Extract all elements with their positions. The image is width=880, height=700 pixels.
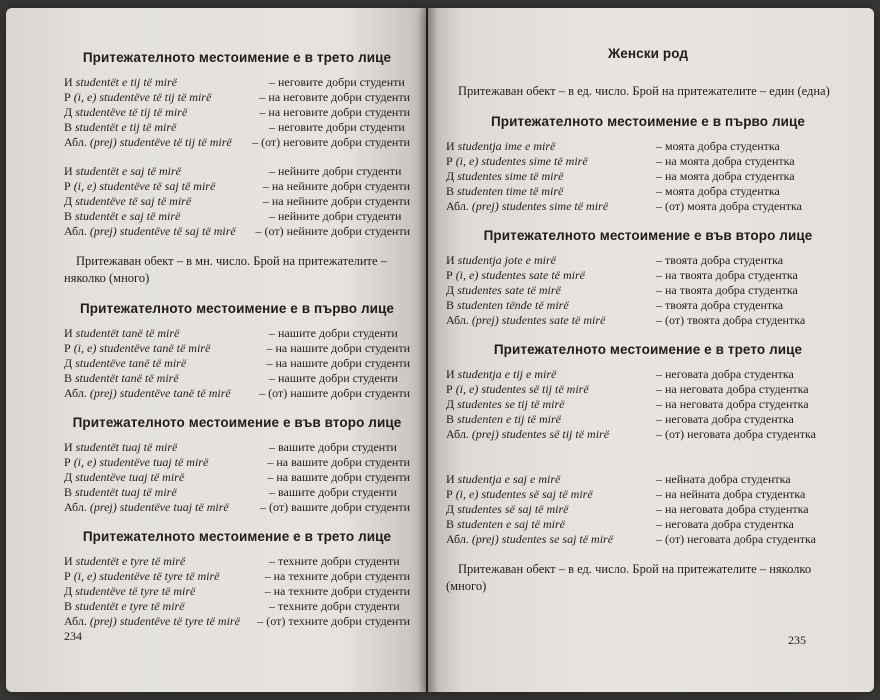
table-row xyxy=(64,485,410,500)
phrase: (prej) studentes së tij të mirë xyxy=(471,427,610,441)
table-row xyxy=(64,356,410,371)
table-row xyxy=(446,169,850,184)
table-row xyxy=(64,440,410,455)
section-heading-2nd-person: Притежателното местоимение е във второ лице xyxy=(483,228,813,243)
section-heading-2nd-person: Притежателното местоимение е във второ лице xyxy=(72,415,402,430)
declension-table xyxy=(64,164,410,239)
case-label: Р xyxy=(64,455,71,469)
section-heading-3rd-person: Притежателното местоимение е в трето лице xyxy=(82,50,392,65)
phrase: (i, e) studentes së saj të mirë xyxy=(455,487,593,501)
translation: – на неговите добри студенти xyxy=(259,105,410,119)
albanian-form xyxy=(446,253,656,268)
table-row xyxy=(446,517,850,532)
phrase: (prej) studentes sime të mirë xyxy=(471,199,609,213)
declension-table xyxy=(64,326,410,401)
table-row xyxy=(64,135,410,150)
case-label: Абл. xyxy=(64,386,87,400)
declension-table xyxy=(446,472,850,547)
albanian-form xyxy=(446,487,656,502)
albanian-form xyxy=(64,135,252,150)
case-label: Р xyxy=(446,382,453,396)
albanian-form xyxy=(64,455,267,470)
translation: – (от) вашите добри студенти xyxy=(260,500,410,514)
table-row xyxy=(64,120,410,135)
translation: – моята добра студентка xyxy=(656,139,780,153)
albanian-form xyxy=(64,599,269,614)
table-row xyxy=(446,154,850,169)
case-label: Абл. xyxy=(446,313,469,327)
table-row xyxy=(64,164,410,179)
paragraph: Притежаван обект – в ед. число. Брой на притежателите – няколко (много) xyxy=(446,562,812,593)
translation: – на нейните добри студенти xyxy=(262,179,410,193)
phrase: studentes së saj të mirë xyxy=(457,502,569,516)
table-row xyxy=(64,194,410,209)
phrase: studentët e tyre të mirë xyxy=(75,599,185,613)
section-heading-1st-person: Притежателното местоимение е в първо лице xyxy=(490,114,806,129)
table-row xyxy=(64,326,410,341)
phrase: studentes se tij të mirë xyxy=(457,397,565,411)
albanian-form xyxy=(64,224,256,239)
case-label: Абл. xyxy=(446,199,469,213)
table-row xyxy=(446,367,850,382)
translation: – твоята добра студентка xyxy=(656,253,784,267)
case-label: Д xyxy=(64,356,73,370)
translation: – нейната добра студентка xyxy=(656,472,791,486)
phrase: (i, e) studentëve të tij të mirë xyxy=(73,90,212,104)
translation: – (от) неговата добра студентка xyxy=(656,532,816,546)
case-label: И xyxy=(64,164,73,178)
table-row xyxy=(64,386,410,401)
table-row xyxy=(64,455,410,470)
phrase: (i, e) studentëve të tyre të mirë xyxy=(73,569,220,583)
albanian-form xyxy=(446,139,656,154)
albanian-form xyxy=(446,517,656,532)
case-label: Р xyxy=(64,341,71,355)
phrase: studentët e tyre të mirë xyxy=(75,554,186,568)
case-label: Абл. xyxy=(446,532,469,546)
table-row xyxy=(64,90,410,105)
phrase: studentes sime të mirë xyxy=(457,169,564,183)
section-heading-3rd-person-plural: Притежателното местоимение е в трето лице xyxy=(82,529,392,544)
translation: – (от) моята добра студентка xyxy=(656,199,802,213)
albanian-form xyxy=(64,500,260,515)
phrase: studentja ime e mirë xyxy=(457,139,556,153)
albanian-form xyxy=(446,184,656,199)
phrase: studentëve të tyre të mirë xyxy=(75,584,196,598)
albanian-form xyxy=(64,386,259,401)
translation: – моята добра студентка xyxy=(656,184,780,198)
table-row xyxy=(446,427,850,442)
table-row xyxy=(64,179,410,194)
table-row xyxy=(64,75,410,90)
phrase: studentja e tij e mirë xyxy=(457,367,557,381)
case-label: Д xyxy=(446,397,455,411)
case-label: Д xyxy=(64,194,73,208)
case-label: Д xyxy=(446,502,455,516)
translation: – на техните добри студенти xyxy=(264,569,410,583)
albanian-form xyxy=(64,164,269,179)
albanian-form xyxy=(64,326,269,341)
declension-table xyxy=(446,253,850,328)
phrase: studentët e saj të mirë xyxy=(75,209,181,223)
phrase: studentja jote e mirë xyxy=(457,253,556,267)
albanian-form xyxy=(446,472,656,487)
translation: – неговата добра студентка xyxy=(656,412,794,426)
translation: – неговите добри студенти xyxy=(269,75,405,89)
table-row xyxy=(446,313,850,328)
albanian-form xyxy=(64,356,266,371)
albanian-form xyxy=(446,367,656,382)
table-row xyxy=(446,532,850,547)
table-row xyxy=(64,224,410,239)
phrase: studentët tuaj të mirë xyxy=(75,440,178,454)
phrase: studentëve të tij të mirë xyxy=(75,105,188,119)
table-row xyxy=(64,584,410,599)
phrase: (prej) studentëve tuaj të mirë xyxy=(89,500,229,514)
albanian-form xyxy=(64,554,269,569)
table-row xyxy=(446,382,850,397)
albanian-form xyxy=(64,371,269,386)
case-label: В xyxy=(446,412,455,426)
albanian-form xyxy=(64,179,263,194)
phrase: (i, e) studentëve tanë të mirë xyxy=(73,341,211,355)
page-number: 235 xyxy=(788,633,806,647)
case-label: И xyxy=(446,472,455,486)
case-label: Абл. xyxy=(446,427,469,441)
declension-table xyxy=(64,75,410,150)
case-label: В xyxy=(64,371,73,385)
table-row xyxy=(446,283,850,298)
case-label: Р xyxy=(64,179,71,193)
case-label: И xyxy=(446,139,455,153)
translation: – на техните добри студенти xyxy=(264,584,410,598)
table-row xyxy=(64,599,410,614)
case-label: В xyxy=(64,209,73,223)
phrase: studentëve të saj të mirë xyxy=(75,194,192,208)
translation: – на неговите добри студенти xyxy=(259,90,410,104)
page-number: 234 xyxy=(64,629,82,643)
declension-table xyxy=(64,440,410,515)
case-label: Р xyxy=(446,154,453,168)
phrase: (prej) studentëve të saj të mirë xyxy=(89,224,236,238)
case-label: Абл. xyxy=(64,614,87,628)
paragraph: Притежаван обект – в ед. число. Брой на притежателите – един (една) xyxy=(458,84,830,98)
table-row xyxy=(446,253,850,268)
albanian-form xyxy=(446,313,656,328)
albanian-form xyxy=(446,532,656,547)
translation: – (от) техните добри студенти xyxy=(257,614,410,628)
phrase: (prej) studentëve të tij të mirë xyxy=(89,135,232,149)
translation: – нашите добри студенти xyxy=(269,371,398,385)
case-label: Д xyxy=(446,169,455,183)
phrase: (prej) studentëve të tyre të mirë xyxy=(89,614,240,628)
phrase: studentët tuaj të mirë xyxy=(75,485,177,499)
table-row xyxy=(64,105,410,120)
albanian-form xyxy=(64,90,259,105)
table-row xyxy=(446,184,850,199)
translation: – на нашите добри студенти xyxy=(266,356,410,370)
phrase: studentja e saj e mirë xyxy=(457,472,561,486)
phrase: studenten e tij të mirë xyxy=(457,412,561,426)
phrase: (prej) studentëve tanë të mirë xyxy=(89,386,231,400)
table-row xyxy=(446,472,850,487)
phrase: studentët tanë të mirë xyxy=(75,371,179,385)
table-row xyxy=(64,470,410,485)
translation: – нейните добри студенти xyxy=(269,164,402,178)
case-label: Абл. xyxy=(64,224,87,238)
phrase: studentët e tij të mirë xyxy=(75,75,177,89)
declension-table xyxy=(446,139,850,214)
phrase: studenten time të mirë xyxy=(457,184,564,198)
table-row xyxy=(64,341,410,356)
albanian-form xyxy=(446,199,656,214)
section-heading-3rd-person: Притежателното местоимение е в трето лице xyxy=(493,342,803,357)
phrase: studentët tanë të mirë xyxy=(75,326,180,340)
table-row xyxy=(64,500,410,515)
phrase: studenten e saj të mirë xyxy=(457,517,565,531)
case-label: В xyxy=(446,517,455,531)
page-title: Женски род xyxy=(607,46,689,61)
case-label: В xyxy=(446,298,455,312)
case-label: Д xyxy=(64,470,73,484)
translation: – на моята добра студентка xyxy=(656,169,795,183)
albanian-form xyxy=(446,397,656,412)
table-row xyxy=(446,199,850,214)
case-label: Р xyxy=(446,268,453,282)
translation: – (от) неговите добри студенти xyxy=(252,135,410,149)
case-label: В xyxy=(446,184,455,198)
phrase: (i, e) studentes sime të mirë xyxy=(455,154,588,168)
case-label: И xyxy=(64,326,73,340)
translation: – на твоята добра студентка xyxy=(656,283,798,297)
translation: – на нейните добри студенти xyxy=(262,194,410,208)
translation: – на нашите добри студенти xyxy=(266,341,410,355)
case-label: И xyxy=(64,554,73,568)
case-label: В xyxy=(64,599,73,613)
albanian-form xyxy=(64,194,263,209)
translation: – (от) твоята добра студентка xyxy=(656,313,806,327)
section-heading-1st-person: Притежателното местоимение е в първо лице xyxy=(79,301,395,316)
phrase: studentët e tij të mirë xyxy=(75,120,177,134)
table-row xyxy=(446,487,850,502)
phrase: studentëve tanë të mirë xyxy=(75,356,187,370)
translation: – на неговата добра студентка xyxy=(656,397,809,411)
left-page xyxy=(6,8,426,692)
case-label: Абл. xyxy=(64,135,87,149)
table-row xyxy=(64,371,410,386)
table-row xyxy=(446,502,850,517)
translation: – вашите добри студенти xyxy=(269,440,397,454)
translation: – неговата добра студентка xyxy=(656,367,794,381)
case-label: Д xyxy=(446,283,455,297)
phrase: studentëve tuaj të mirë xyxy=(75,470,185,484)
albanian-form xyxy=(446,502,656,517)
translation: – неговите добри студенти xyxy=(269,120,405,134)
albanian-form xyxy=(64,614,257,629)
albanian-form xyxy=(446,283,656,298)
albanian-form xyxy=(64,209,269,224)
table-row xyxy=(64,614,410,629)
case-label: И xyxy=(446,253,455,267)
translation: – на вашите добри студенти xyxy=(267,455,410,469)
albanian-form xyxy=(446,427,656,442)
case-label: Д xyxy=(64,584,73,598)
phrase: studenten tënde të mirë xyxy=(457,298,569,312)
albanian-form xyxy=(64,584,265,599)
case-label: Р xyxy=(64,569,71,583)
case-label: Р xyxy=(446,487,453,501)
phrase: (prej) studentes se saj të mirë xyxy=(471,532,614,546)
albanian-form xyxy=(446,412,656,427)
translation: – нашите добри студенти xyxy=(269,326,398,340)
table-row xyxy=(446,298,850,313)
albanian-form xyxy=(446,268,656,283)
translation: – техните добри студенти xyxy=(269,554,400,568)
translation: – на моята добра студентка xyxy=(656,154,795,168)
albanian-form xyxy=(64,120,269,135)
phrase: studentes sate të mirë xyxy=(457,283,561,297)
declension-table xyxy=(64,554,410,629)
phrase: (i, e) studentes së tij të mirë xyxy=(455,382,589,396)
translation: – на твоята добра студентка xyxy=(656,268,798,282)
albanian-form xyxy=(64,569,265,584)
translation: – твоята добра студентка xyxy=(656,298,784,312)
translation: – вашите добри студенти xyxy=(269,485,397,499)
table-row xyxy=(446,412,850,427)
translation: – неговата добра студентка xyxy=(656,517,794,531)
case-label: В xyxy=(64,485,73,499)
translation: – (от) неговата добра студентка xyxy=(656,427,816,441)
case-label: В xyxy=(64,120,73,134)
paragraph: Притежаван обект – в мн. число. Брой на притежателите – няколко (много) xyxy=(64,254,387,285)
albanian-form xyxy=(64,470,267,485)
translation: – на вашите добри студенти xyxy=(267,470,410,484)
translation: – (от) нашите добри студенти xyxy=(259,386,410,400)
declension-table xyxy=(446,367,850,442)
case-label: И xyxy=(446,367,455,381)
translation: – на неговата добра студентка xyxy=(656,382,809,396)
right-page xyxy=(428,8,874,692)
albanian-form xyxy=(446,382,656,397)
albanian-form xyxy=(446,169,656,184)
albanian-form xyxy=(64,341,266,356)
phrase: studentët e saj të mirë xyxy=(75,164,181,178)
albanian-form xyxy=(64,485,269,500)
albanian-form xyxy=(64,75,269,90)
albanian-form xyxy=(64,105,259,120)
translation: – техните добри студенти xyxy=(269,599,400,613)
table-row xyxy=(446,268,850,283)
albanian-form xyxy=(64,440,269,455)
albanian-form xyxy=(446,154,656,169)
albanian-form xyxy=(446,298,656,313)
case-label: Д xyxy=(64,105,73,119)
case-label: И xyxy=(64,440,73,454)
phrase: (i, e) studentëve tuaj të mirë xyxy=(73,455,209,469)
table-row xyxy=(446,397,850,412)
case-label: Р xyxy=(64,90,71,104)
table-row xyxy=(64,569,410,584)
phrase: (prej) studentes sate të mirë xyxy=(471,313,606,327)
translation: – на нейната добра студентка xyxy=(656,487,806,501)
case-label: Абл. xyxy=(64,500,87,514)
table-row xyxy=(64,209,410,224)
translation: – на неговата добра студентка xyxy=(656,502,809,516)
translation: – нейните добри студенти xyxy=(269,209,402,223)
table-row xyxy=(446,139,850,154)
translation: – (от) нейните добри студенти xyxy=(255,224,410,238)
phrase: (i, e) studentes sate të mirë xyxy=(455,268,585,282)
table-row xyxy=(64,554,410,569)
case-label: И xyxy=(64,75,73,89)
phrase: (i, e) studentëve të saj të mirë xyxy=(73,179,216,193)
